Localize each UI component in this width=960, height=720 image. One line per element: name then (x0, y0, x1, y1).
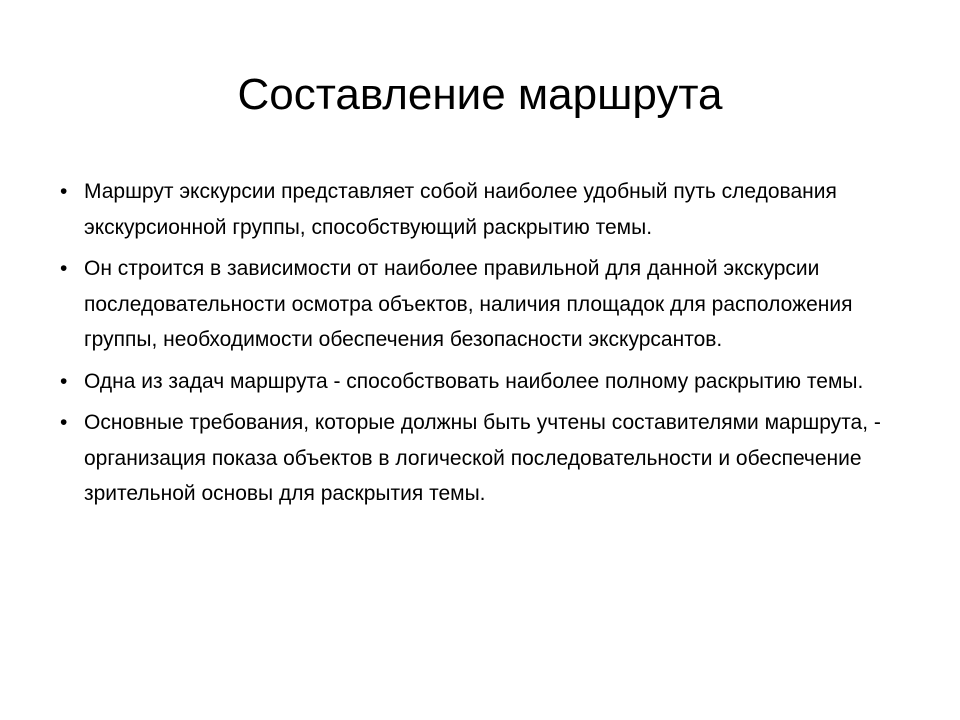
slide-title: Составление маршрута (237, 70, 723, 119)
bullet-item (60, 174, 920, 245)
bullet-item (60, 251, 920, 358)
bullet-dot-icon: • (60, 257, 68, 280)
bullet-dot-icon: • (60, 369, 68, 393)
bullet-list (60, 174, 920, 518)
bullet-text: Основные требования, которые должны быть учтены составителями маршрута, - организация показа объектов в логической последовательности и обеспечение зрительной основы для раскрытия темы. (84, 411, 881, 505)
bullet-text: Маршрут экскурсии представляет собой наиболее удобный путь следования экскурсионной группы, способствующий раскрытию темы. (84, 180, 837, 239)
bullet-item (60, 405, 920, 512)
bullet-text: Одна из задач маршрута - способствовать наиболее полному раскрытию темы. (84, 369, 864, 393)
bullet-text: Он строится в зависимости от наиболее правильной для данной экскурсии последовательности осмотра объектов, наличия площадок для расположения группы, необходимости обеспечения безопасности экскурсантов. (84, 257, 853, 351)
bullet-item (60, 364, 920, 400)
bullet-dot-icon: • (60, 180, 68, 203)
bullet-dot-icon: • (60, 411, 68, 434)
